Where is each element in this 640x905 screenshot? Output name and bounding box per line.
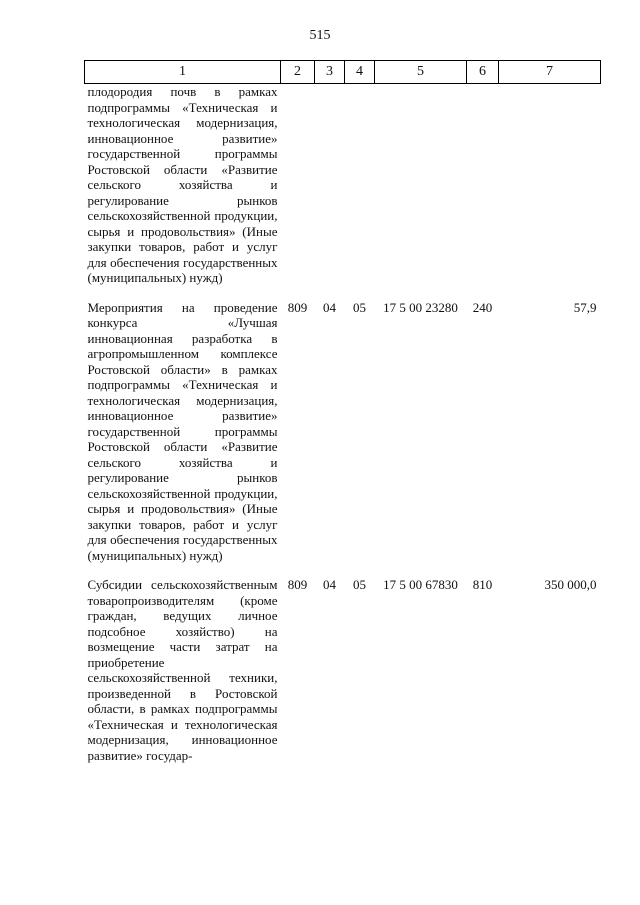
- row-amount: [499, 84, 601, 300]
- row-ministry: 809: [287, 577, 308, 592]
- row-ministry: [281, 84, 315, 300]
- row-target-article: [375, 84, 467, 300]
- row-section: 04: [323, 299, 336, 315]
- budget-table: [84, 60, 601, 777]
- row-subsection: 05: [353, 577, 366, 592]
- row-amount: 350 000,0: [544, 577, 597, 592]
- table-row: [85, 300, 601, 578]
- column-header-ministry: 2: [281, 61, 315, 84]
- row-description: плодородия почв в рамках подпрограммы «Техническая и технологическая модернизация, инновационное развитие» государственной программы Ростовской области «Развитие сельского хозяйства и регулирование рынков сельскохозяйственной продукции, сырья и продовольствия» (Иные закупки товаров, работ и услуг для обеспечения государственных (муниципальных) нужд): [87, 84, 278, 285]
- row-target-article: 17 5 00 67830: [383, 577, 458, 592]
- row-expense-type: 240: [472, 299, 493, 315]
- column-header-expense-type: 6: [467, 61, 499, 84]
- column-header-subsection: 4: [345, 61, 375, 84]
- row-target-article: 17 5 00 23280: [383, 299, 458, 315]
- row-subsection: 05: [353, 299, 366, 315]
- table-row: [85, 84, 601, 300]
- row-subsection: [345, 84, 375, 300]
- row-amount: 57,9: [573, 299, 597, 315]
- table-header-row: [85, 61, 601, 84]
- column-header-description: 1: [85, 61, 281, 84]
- row-section: [315, 84, 345, 300]
- row-expense-type: 810: [472, 577, 493, 592]
- row-description: Мероприятия на проведение конкурса «Лучшая инновационная разработка в агропромышленном комплексе Ростовской области» в рамках подпрограммы «Техническая и технологическая модернизация, инновационное развитие» государственной программы Ростовской области «Развитие сельского хозяйства и регулирование рынков сельскохозяйственной продукции, сырья и продовольствия» (Иные закупки товаров, работ и услуг для обеспечения государственных (муниципальных) нужд): [87, 299, 278, 563]
- row-section: 04: [323, 577, 336, 592]
- table-row: [85, 577, 601, 777]
- row-expense-type: [467, 84, 499, 300]
- column-header-section: 3: [315, 61, 345, 84]
- row-ministry: 809: [287, 299, 308, 315]
- column-header-amount: 7: [499, 61, 601, 84]
- row-description: Субсидии сельскохозяйственным товаропроизводителям (кроме граждан, ведущих личное подсобное хозяйство) на возмещение части затрат на приобретение сельскохозяйственной техники, произведенной в Ростовской области, в рамках подпрограммы «Техническая и технологическая модернизация, инновационное развитие» государ-: [87, 577, 278, 763]
- column-header-target-article: 5: [375, 61, 467, 84]
- page-number: 515: [309, 28, 331, 43]
